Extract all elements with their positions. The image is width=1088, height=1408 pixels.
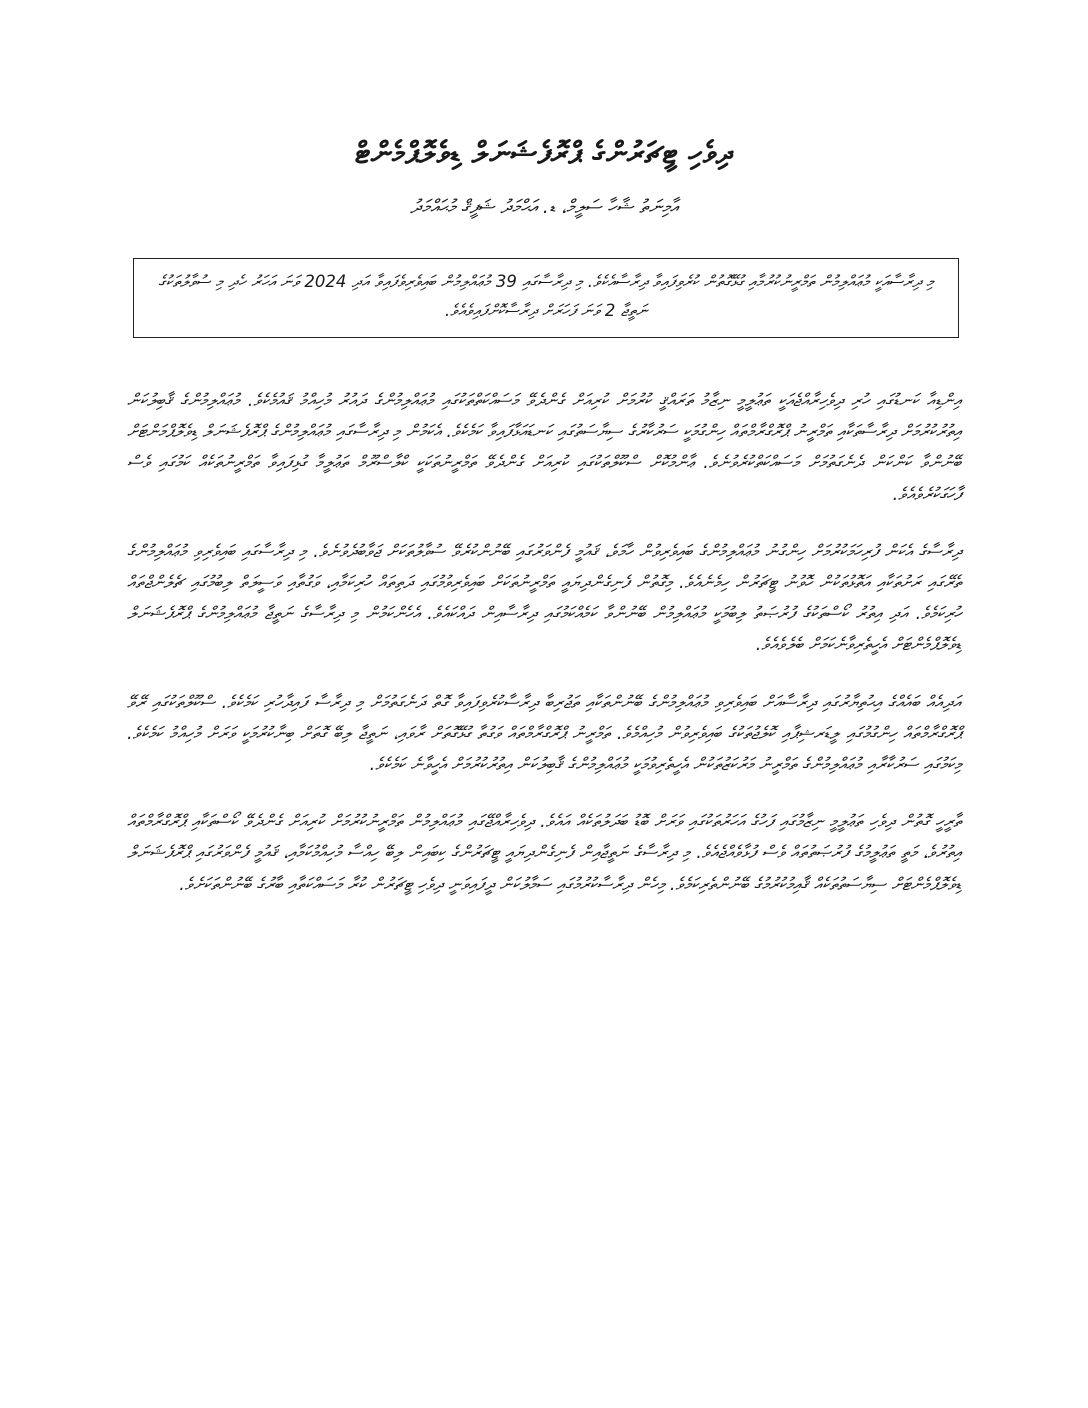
body-paragraph: ދިރާސާގެ އެކަން ފުރިހަމަކުރުމަށް ހިންގުނު މުޢައްލިމުންގެ ބައިވެރިވުން ހާމަވެ، ޤައުމީ ފެންވަރުގައި ބޭނުންކުރެވޭ ސުވާލުތަކަށް ޖަވާބުދެވުނެވެ. މި ދިރާސާގައި ބައިވެރިވި މުޢައްލިމުންގެ ތެރޭގައި ރަށުތަކާއި އަތޮޅުތަކުން ހޮވުނު ޓީޗަރުން ހިމެނެއެވެ. މިގޮތުން ފެނިގެންދިޔައީ ތަމްރީނުތަކަށް ބައިވެރިވުމުގައި ދަތިތައް ހުރިކަމާއި، ވަގުތާއި ވަސީލަތް ލިބުމުގައި ޗެލެންޖްތައް ހުރިކަމެވެ. އަދި އިތުރު ކޯސްތަކުގެ ފުރުޞަތު ލިބުމަކީ މުޢައްލިމުން ބޭނުންވާ ކަމެއްކަމުގައި ދިރާސާއިން ދައްކައެވެ. އެހެންކަމުން މި ދިރާސާގެ ނަތީޖާ މުޢައްލިމުންގެ ޕްރޮފެޝަނަލް ޑިވެލޮޕްމެންޓަށް އެހީތެރިވާނެކަމަށް ބެލެވެއެވެ. bbox=[127, 541, 961, 656]
body-paragraph: ތާރީހީ ގޮތުން ދިވެހި ތަޢުލީމީ ނިޒާމުގައި ފަހުގެ އަހަރުތަކުގައި ވަރަށް ބޮޑު ބަދަލުތަކެއް އައެވެ. ދިވެހިރާއްޖޭގައި މުޢައްލިމުން ތަމްރީނުކުރުމަށް ކުރިއަށް ގެންދެވޭ ކޯސްތަކާއި ޕްރޮގްރާމްތައް އިތުރުވެ، މަތީ ތަޢުލީމުގެ ފުރުޞަތުތައް ވެސް ފުޅާވެއްޖެއެވެ. މި ދިރާސާގެ ނަތީޖާއިން ފެނިގެންދިޔައީ ޓީޗަރުންގެ ކިބައިން ލިބޭ ހިއްސާ މުހިއްމުކަމާއި، ޤައުމީ ފެންވަރުގައި ޕްރޮފެޝަނަލް ޑިވެލޮޕްމެންޓަށް ސިޔާސަތުތަކެއް ޤާއިމުކުރުމުގެ ބޭނުންތެރިކަމެވެ. މިހެން ދިރާސާކުރުމުގައި ސަމާލުކަން ދީފައިވަނީ ދިވެހި ޓީޗަރުން ކުރާ މަސައްކަތާއި ބާރުގެ ބޭނުންތަކަށެވެ. bbox=[127, 812, 961, 895]
body-paragraph: އަދިއެއް ބައެއްގެ އިޙުތިޔާރުގައި ދިރާސާއަށް ބައިވެރިވި މުޢައްލިމުންގެ ބޭނުންތަކާއި ތަޖުރިބާ ދިރާސާކުރެވިފައިވާ ގޮތް ދަނެގަތުމަށް މި ދިރާސާ ފައިދާހުރި ކަމެކެވެ. ސްކޫލްތަކުގައި ރޭވޭ ޕްރޮގްރާމްތައް ހިންގުމުގައި ލީޑަރޝިޕާއި ކޮލެޖުތަކުގެ ބައިވެރިވުން މުހިއްމެވެ. ތަމްރީނު ޕްރޮގްރާމްތައް ވަގުތާ ގުޅޭގޮތަށް ރާވައި، ނަތީޖާ ލިބޭ ގޮތަށް ބިނާކުރުމަކީ ވަރަށް މުހިއްމު ކަމެކެވެ. މިކަމުގައި ސަރުކާރާއި މުޢައްލިމުންގެ ތަމްރީނު މަރުކަޒުތަކުން އެހީތެރިވުމަކީ މުޢައްލިމުންގެ ޤާބިލުކަން އިތުރުކުރުމަށް އެހީވާނެ ކަމެކެވެ. bbox=[127, 692, 961, 776]
abstract-text: މި ދިރާސާއަކީ މުޢައްލިމުން ތަމްރީނުކުރުމާއި ގުޅޭގޮތުން ކުރެވިފައިވާ ދިރާސާއެކެވެ. މި ދިރާސާގައި 39 މުޢައްލިމުން ބައިވެރިވެފައިވާ އަދި 2024 ވަނަ އަހަރު ހެދި މި ސުވާލުތަކުގެ ނަތީޖާ 2 ވަނަ ފަހަރަށް ދިރާސާކޮށްފައިވެއެވެ. bbox=[158, 272, 934, 320]
body-paragraph: އިންޑިއާ ކަނޑުގައި ހުރި ދިވެހިރާއްޖެއަކީ ތަޢުލީމީ ނިޒާމު ތަރައްޤީ ކުރުމަށް ކުރިއަށް ގެންދެވޭ މަސައްކަތްތަކުގައި މުޢައްލިމުންގެ ދައުރު މުހިއްމު ޤައުމެކެވެ. މުޢައްލިމުންގެ ޤާބިލުކަން އިތުރުކުރުމަށް ދިރާސާތަކާއި ތަމްރީނު ޕްރޮގްރާމްތައް ހިންގުމަކީ ސަރުކާރުގެ ސިޔާސަތުގައި ކަނޑައަޅާފައިވާ ކަމެކެވެ. އެކަމުން މި ދިރާސާގައި މުޢައްލިމުންގެ ޕްރޮފެޝަނަލް ޑިވެލޮޕްމަންޓަށް ބޭނުންވާ ކަންކަން ދެނެގަތުމަށް މަސައްކަތްކުރެވުނެވެ. ޢާންމުކޮށް ސްކޫލްތަކުގައި ކުރިއަށް ގެންދެވޭ ތަމްރީނުތަކަކީ ކްލާސްރޫމް ތަޢުލީމާ ގުޅިފައިވާ ތަމްރީނުތަކެއް ކަމުގައި ވެސް ފާހަގަކުރެވެއެވެ. bbox=[127, 391, 961, 505]
document-authors: އާމިނަތު ޝާހާ ސަލީމް، ޑ. އަޙްމަދު ޝަފީޤް މުޙައްމަދު bbox=[410, 196, 678, 218]
document-body bbox=[127, 386, 961, 927]
document-title: ދިވެހި ޓީޗަރުންގެ ޕްރޮފެޝަނަލް ޑިވެލޮޕްމެންޓް bbox=[355, 136, 733, 171]
abstract-box bbox=[133, 258, 959, 338]
